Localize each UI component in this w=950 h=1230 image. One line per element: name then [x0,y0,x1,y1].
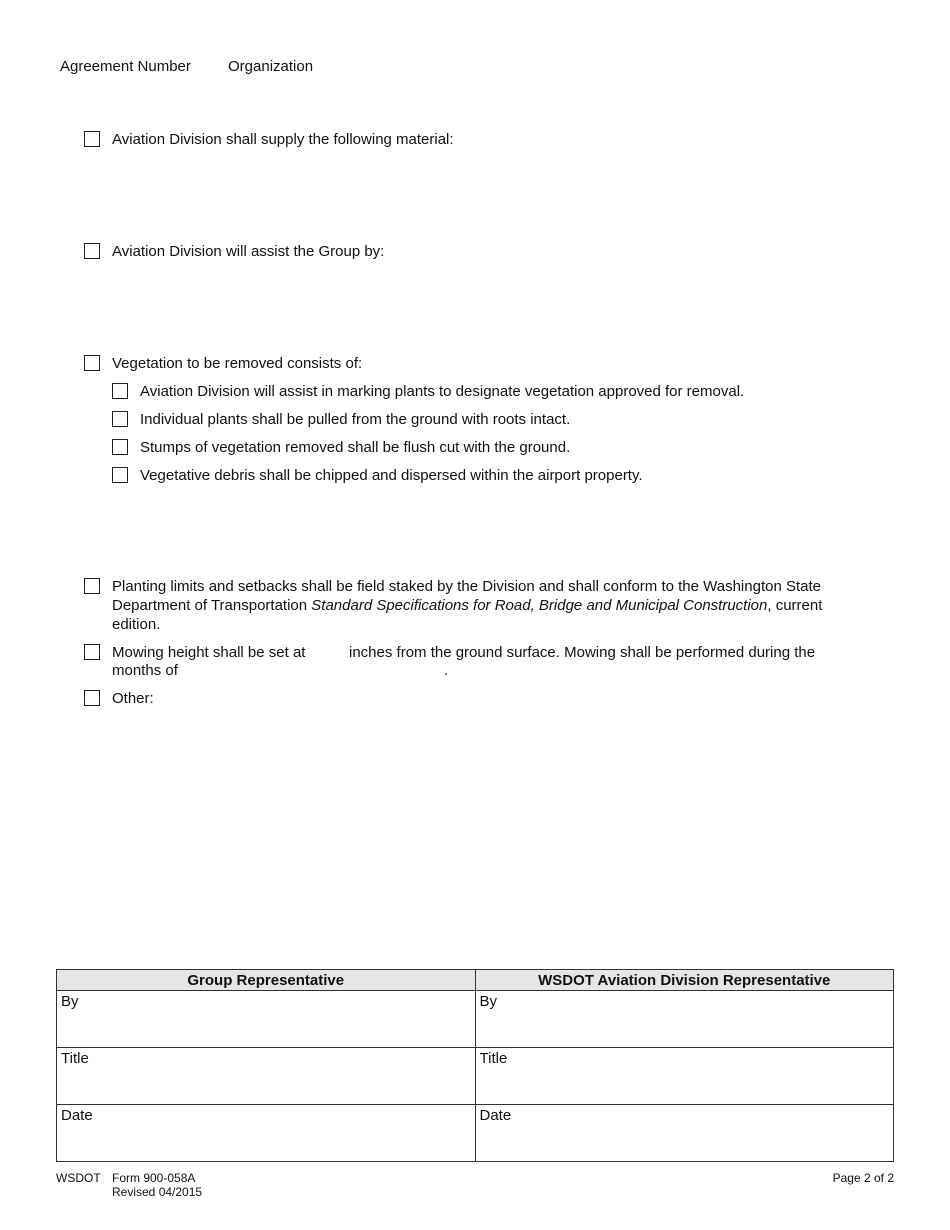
title-label: Title [61,1050,89,1067]
wsdot-rep-header: WSDOT Aviation Division Representative [475,970,894,991]
veg-debris-label: Vegetative debris shall be chipped and dispersed within the airport property. [140,467,643,484]
mowing-label-start: Mowing height shall be set at [112,644,306,661]
mowing-checkbox[interactable] [84,644,100,660]
veg-pulled-label: Individual plants shall be pulled from the ground with roots intact. [140,411,571,428]
group-title-cell[interactable] [57,1048,476,1105]
veg-stumps-checkbox[interactable] [112,439,128,455]
mowing-months-label: months of [112,662,178,679]
vegetation-checkbox[interactable] [84,355,100,371]
vegetation-label: Vegetation to be removed consists of: [112,355,363,372]
footer-agency: WSDOT [56,1171,101,1185]
supply-label: Aviation Division shall supply the following material: [112,131,454,148]
mowing-height-field[interactable] [316,643,344,662]
wsdot-date-cell[interactable] [475,1105,894,1162]
group-by-cell[interactable] [57,991,476,1048]
date-label: Date [61,1107,93,1124]
other-label: Other: [112,690,154,707]
signature-table [56,969,894,1162]
footer-form-number: Form 900-058A [112,1171,196,1185]
other-checkbox[interactable] [84,690,100,706]
wsdot-title-cell[interactable] [475,1048,894,1105]
title-label: Title [479,1050,508,1067]
wsdot-by-cell[interactable] [475,991,894,1048]
assist-label: Aviation Division will assist the Group by: [112,243,385,260]
organization-label: Organization [228,58,314,75]
mowing-period: . [444,662,449,679]
veg-debris-checkbox[interactable] [112,467,128,483]
veg-stumps-label: Stumps of vegetation removed shall be flush cut with the ground. [140,439,571,456]
footer-page-number: Page 2 of 2 [832,1171,894,1185]
veg-marking-label: Aviation Division will assist in marking plants to designate vegetation approved for removal. [140,383,745,400]
supply-checkbox[interactable] [84,131,100,147]
assist-checkbox[interactable] [84,243,100,259]
agreement-number-label: Agreement Number [60,58,191,75]
veg-marking-checkbox[interactable] [112,383,128,399]
footer-revised: Revised 04/2015 [112,1185,203,1199]
mowing-months-field[interactable] [184,661,442,680]
group-rep-header: Group Representative [57,970,476,991]
by-label: By [479,993,498,1010]
planting-checkbox[interactable] [84,578,100,594]
date-label: Date [479,1107,512,1124]
mowing-label-middle: inches from the ground surface. Mowing shall be performed during the [349,644,816,661]
planting-text: Planting limits and setbacks shall be field staked by the Division and shall conform to the Washington State Department of Transportation Standard Specifications for Road, Bridge and Municipal Construction, current edition. [112,578,823,633]
group-date-cell[interactable] [57,1105,476,1162]
by-label: By [61,993,79,1010]
veg-pulled-checkbox[interactable] [112,411,128,427]
